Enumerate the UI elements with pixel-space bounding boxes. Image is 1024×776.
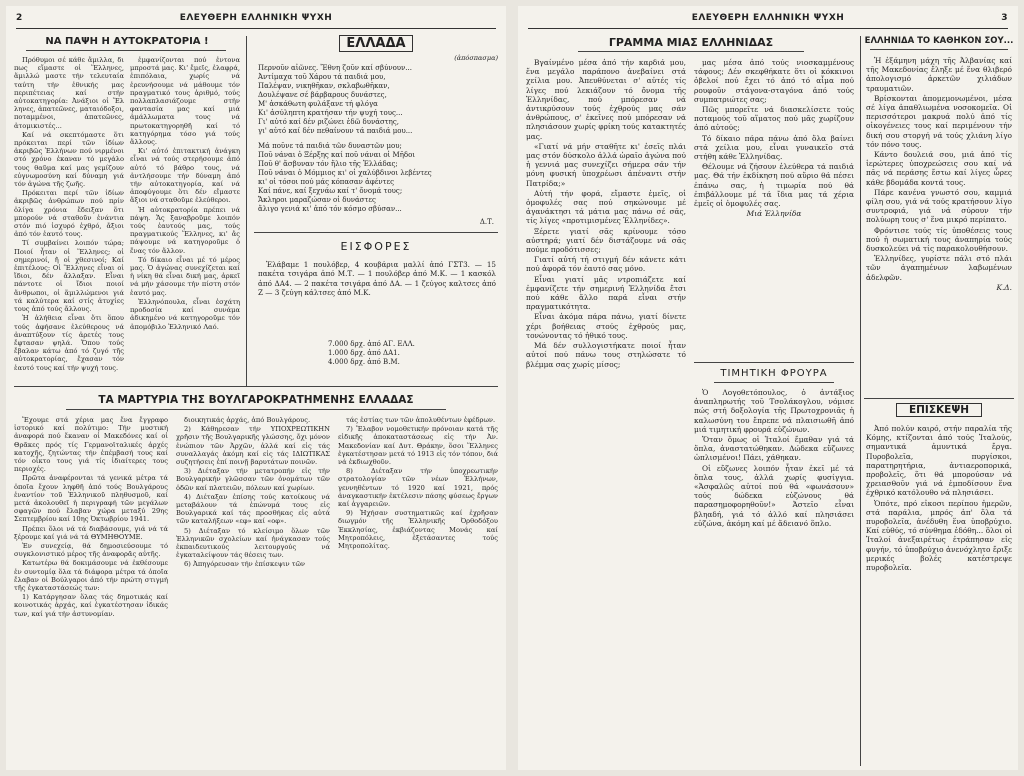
paragraph: Ὁπότε, πρό εἰκοσι περίπου ἡμερῶν, στά παράλια, μπρός ἀπ' ὅλα τά πυροβολεῖα, ἀνέδυθη ἕνα ὑποβρύχιο. Καί εὐθύς, τό σύνθημα ἐδόθη... ὅλοι οἱ Ἰταλοί ἀνεξαιρέτως ἐτράπησαν εἰς φυγήν, τό ὑποβρύχιο ἀνενόχλητο ἔριξε μερικές βολές κατέστρεψε πυροβολεῖα. <box>866 498 1012 573</box>
paragraph: Γιατί αὐτή τή στιγμή δέν κάνετε κάτι πού ἀφορᾶ τόν ἑαυτό σας μόνο. <box>526 255 686 274</box>
eisfores-intro <box>258 260 496 334</box>
poem-line: Δουλέψανε σέ βάρβαρους δυνάστες, <box>258 91 387 99</box>
paragraph: Πῶς μπορεῖτε νά διασκελίσετε τούς ποταμούς τοῦ αἵματος πού μᾶς χωρίζουν ἀπό αὐτούς; <box>694 105 854 133</box>
paragraph: Τό δίκαιο πάρα πάνω ἀπό ὅλα βαίνει στά χείλια μου, εἶναι γυναικεῖο στά στήθη κάθε Ἑλληνίδας. <box>694 133 854 162</box>
poem-note: (ἀπόσπασμα) <box>454 54 498 62</box>
paragraph: Φρόντισε τούς τίς ὑποθέσεις τους πού ἡ σωματική τους ἀναπηρία τούς δυσκολεύει νά τίς παρακολουθήσουν. <box>866 225 1012 254</box>
poem-line: κι' οἱ τόσοι πού μάς κόπασαν ἀφέντες <box>258 178 395 186</box>
amount-line: 7.000 δρχ. ἀπό ΑΓ. ΕΛΛ. <box>328 340 415 348</box>
paragraph: Θέλουμε νά ζήσουν ἐλεύθερα τά παιδιά μας. Θά τήν ἐκδίκηση πού αὔριο θά πέσει ἐπάνω σας, ἡ τιμωρία πού θά ἐπιβάλλουμε μέ τά ἴδια μας τά χέρια ἐμεῖς οἱ ὁμοφυλές σας. <box>694 162 854 209</box>
column-divider <box>246 36 247 386</box>
section-rule <box>14 386 498 387</box>
paragraph: ἐμφανίζονται πού ἐντονα μπροστά μας. Κι' ἔμεῖς, ἐλαφρά, ἐπιπόλαια, χωρίς νά ἐρευνήσουμε νά μάθουμε τόν πραγματικό τους ἀριθμό, τούς πολλαπλασιάζουμε στήν φαντασία μας καί μιά ἀμάλλωματα τους νά πρωτοκατηγορηθῆ καί τό κατηγόρημα τόσο γιά τούς ἄλλους. <box>130 56 240 147</box>
paragraph: Πρόκειται περί τῶν ἰδίων ἀκριβῶς ἀνθρώπων πού πρίν ὀλίγα χρόνια ἔδειξαν ὅτι μπορούν νά σταθοῦν ἐνάντια στόν πιό ἰσχυρό ἐχθρό, ἄξιοι ἀπό τόν ἑαυτό τους. <box>14 189 124 239</box>
amount-line: 4.000 δρχ. ἀπό Β.Μ. <box>328 358 400 366</box>
article-title-martyria: ΤΑ ΜΑΡΤΥΡΙΑ ΤΗΣ ΒΟΥΛΓΑΡΟΚΡΑΤΗΜΕΝΗΣ ΕΛΛΑΔΑΣ <box>98 394 414 406</box>
paragraph: Εἶναι ἀκόμα πάρα πάνω, γιατί δίνετε χέρι βοήθειας στούς ἐχθρούς μας, τονώνοντας τό ἠθικό τους. <box>526 312 686 340</box>
section-rule <box>694 362 854 363</box>
title-rule <box>578 51 804 52</box>
title-rule <box>870 49 1008 50</box>
poem-line: Κι' ἀσύληπτη κρατήσαν τήν ψυχή τους... <box>258 109 403 117</box>
paragraph: Κατωτέρω θά δοκιμάσουμε νά ἐκθέσουμε ἐν συντομίᾳ ὅλα τά διάφορα μέτρα τά ὁποῖα ἔλαβαν οἱ Βούλγαροι ἀπό τήν πρώτη στιγμή τῆς ἐγκαταστάσεώς των: <box>14 559 168 593</box>
paragraph: Εἶναι γιατί μᾶς ντροπιάζετε καί ἐμφανίζετε τήν σημερινή Ἑλληνίδα ἔτσι πού κάθε ἄλλο παρά εἶναι στήν πραγματικότητα. <box>526 274 686 312</box>
gramma-col2 <box>694 58 854 358</box>
poem-line: Μά ποῦνε τά παιδιά τῶν δυναστῶν μου; <box>258 142 402 150</box>
paragraph: Ξέρετε γιατί σᾶς κρίνουμε τόσο αὐστηρά; γιατί δέν διστάζουμε νά σᾶς πούμε προδότισσες; <box>526 226 686 255</box>
paragraph: «Γιατί νά μήν σταθῆτε κι' ἐσεῖς πλάι μας στόν δύσκολο ἀλλά ὡραῖο ἀγώνα πού ἡ γεννιά μας συνεχίζει σήμερα σάν τήν μόνη φυσική ὑποχρέωσι ἀπέναντι στήν Πατρίδα;» <box>526 141 686 188</box>
poem-line: Ποῦ θ' ἄσβυναν τόν ἥλιο τῆς Ἑλλάδας; <box>258 160 398 168</box>
paragraph: Καί νά σκεπτόμαστε ὅτι πρόκειται περί τῶν ἰδίων ἀκριβῶς Ἑλλήνων πού νιρμένοι στό χρόνο ἐκαναν τό μεγάλο τους θαῦμα καί μας γεμίζουν εὐγνωμοσύνη καί δύναμη γιά τόν ἀγώνα τῆς ζωῆς. <box>14 130 124 189</box>
paragraph: Ἡ ἀλήθεια εἶναι ὅτι ὅπου τούς ἀφήσανε ἐλεύθερους νά ἀναπτύξουν τίς ἀρετές τους ἔφτασαν ψηλά. Ὅπου τούς ἔβαλαν κάτω ἀπό τό ζυγό τῆς αὐτοκρατορίας, ἔχασαν τόν ἑαυτό τους καί τήν ψυχή τους. <box>14 314 124 372</box>
title-rule <box>714 382 834 383</box>
paragraph: Ἔχουμε στά χέρια μας ἕνα ἔγγραφο ἱστορικό καί πολύτιμο: Τήν μυστική ἀναφορά πού ἔκαναν οἱ Μακεδόνες καί οἱ Θρᾶκες πρός τίς Γερμανοϊταλικές ἀρχές κατοχῆς, ζητώντας τήν ἐπέμβασή τους καί τόν οἶκτο τους γιά τίς ἰδιαίτερες τους περιοχές. <box>14 416 168 474</box>
article1-col2 <box>130 56 240 386</box>
poem-line: Ἀντίμαχα τοῦ Χάρου τά παιδιά μου, <box>258 73 386 81</box>
paragraph: Αὐτή τήν φορά, εἴμαστε ἐμεῖς, οἱ ὁμοφυλές σας πού σηκώνουμε μέ ἀγανάκτησι τά μάτια μας πάνω σέ σᾶς, τίς λίγες «προτιμισμένες Ἑλληνίδες». <box>526 188 686 226</box>
paragraph: Ἐν συνεχείᾳ, θά δημοσιεύσουμε τό συγκλονιστικό μέρος τῆς ἀναφορᾶς αὐτῆς. <box>14 542 168 559</box>
left-page <box>6 6 506 770</box>
poem-line: ἄλιγο γενιά κι' ἀπό τόν κόσμο σβύσαν... <box>258 205 402 213</box>
paragraph: Βρίσκονται ἀπομεμονωμένοι, μέσα σέ λίγα ἀπαθλιωμένα νοσοκομεῖα. Οἱ περισσότεροι μακρυά πολύ ἀπό τίς οἰκογένειες τους καί περιμένουν τήν δική σου στοργή νά τούς χλιάνη λίγο τόν πόνο τους. <box>866 93 1012 149</box>
paragraph: Τό δίκαιο εἶναι μέ τό μέρος μας. Ὁ ἀγώνας συνεχίζεται καί ἡ νίκη θά εἶναι δική μας, ἀρκεῖ νά μήν χάσουμε τήν πίστη στόν ἑαυτό μας. <box>130 255 240 297</box>
poem-line: Καί πάνε, καί ξεχνάω καί τ' ὄνομά τους; <box>258 187 403 195</box>
paragraph: 6) Ἀπηγόρευσαν τήν ἐπίσκεψιν τῶν <box>184 560 305 569</box>
paragraph: τάς ἑστίας των τῶν ἀπολυθέντων ἐφέδρων. <box>346 416 496 424</box>
poem-stanza-1 <box>258 64 498 136</box>
timitiki-col <box>694 388 854 766</box>
column-divider <box>860 36 861 766</box>
episkepsi-col <box>866 424 1012 766</box>
section-rule <box>254 232 498 233</box>
paragraph: Μά δέν συλλογιστήκατε ποιοί ἦταν αὐτοί πού πάνω τους στηλώσατε τό βλέμμα σας χωρίς μίσος; <box>526 341 686 369</box>
article-title-kathikon: ΕΛΛΗΝΙΔΑ ΤΟ ΚΑΘΗΚΟΝ ΣΟΥ... <box>864 36 1014 46</box>
paragraph: Κι' αὐτό ἐπιτακτική ἀνάγκη εἶναι νά τούς στερήσουμε ἀπό αὐτό τό βάθρο τους, νά ἀντλήσουμε τήν δύναμη ἀπό τήν αὐτοκατηγορία, καί νά ἀποφύγουμε ὅτι δέν εἴμαστε ἄξιοι νά σταθοῦμε ἐλεύθεροι. <box>130 147 240 205</box>
paragraph: Ἑλληνίδες, γυρίστε πάλι στό πλάι τῶν ἀγαπημένων λαβωμένων ἀδελφῶν. <box>866 254 1012 282</box>
article-title-autokratoria: ΝΑ ΠΑΨΗ Η ΑΥΤΟΚΡΑΤΟΡΙΑ ! <box>45 36 209 47</box>
paragraph: Ὅταν ὅμως οἱ Ἰταλοί ἔμαθαν γιά τά ὅπλα, ἀναστατώθηκαν. Δώδεκα εὔζωνες ὡπλισμένοι! Πάει, χάθηκαν. <box>694 435 854 463</box>
poem-stanza-2 <box>258 142 498 214</box>
paragraph: 5) Διέταξαν τό κλείσιμο ὅλων τῶν Ἑλληνικῶν σχολείων καί ἠνάγκασαν τούς ἐκπαιδευτικούς λειτουργούς νά ἐγκαταλείψουν τάς θέσεις των. <box>176 526 330 560</box>
poem-line: Περνοῦν αἰῶνες. Ἔθνη ζοῦν καί σβύνουν... <box>258 64 412 72</box>
poem-line: γι' αὐτό καί δέν πεθαίνουν τά παιδιά μου... <box>258 127 413 135</box>
page-header <box>528 12 1008 29</box>
paragraph: 9) Ἠχήσαν συστηματικῶς καί ἐχρῆσαν διωγμόν τῆς Ἑλληνικῆς Ὀρθοδόξου Ἐκκλησίας, ἐκβιάζοντας Μονάς καί Μητροπόλεις, ἐξετάσαντες τούς Μητροπολίτας. <box>338 509 498 551</box>
poem-line: Ποῦ νάναι ὁ Ξέρξης καί ποῦ νάναι οἱ Μῆδοι <box>258 151 416 159</box>
paragraph: 2) Κάθηρεσαν τήν ΥΠΟΧΡΕΩΤΙΚΗΝ χρῆσιν τῆς Βουλγαρικῆς γλώσσης, ὄχι μόνον ἐνώπιον τῶν Ἀρχῶν, ἀλλά καί εἰς τάς συναλλαγάς ἀκόμη καί εἰς τάς ΙΔΙΩΤΙΚΑΣ συζητήσεις ἐπί ποινῇ βαρυτάτων ποινῶν. <box>176 425 330 467</box>
paragraph: 1) Κατάργησαν ὅλας τάς δημοτικάς καί κοινοτικάς ἀρχάς, καί ἐγκατέστησαν ἰδικάς των, καί γιά τήν ἀστυνομίαν. <box>14 593 168 618</box>
right-page <box>518 6 1018 770</box>
paragraph: Ἡ ἐξάμηνη μάχη τῆς Ἀλβανίας καί τῆς Μακεδονίας ἔληξε μέ ἕνα θλιβερό ἀπολογισμό ἀρκετῶν χιλιάδων τραυματιῶν. <box>866 56 1012 93</box>
paragraph: Ὁ Λογοθετόπουλος, ὁ ἀντάξιος ἀναπληρωτής τοῦ Τσολάκογλου, νόμισε πώς στή δοξολογία τῆς Πρωτοχρονιᾶς ἡ καλωσύνη του ἔπρεπε νά πλαισιωθῆ ἀπό μιά τιμητική φρουρά εὐζώνων. <box>694 388 854 434</box>
paragraph: Πρέπει ὅλοι νά τά διαβάσουμε, γιά νά τά ξέρουμε καί γιά νά τά ΘΥΜΗΘΟΥΜΕ. <box>14 524 168 541</box>
paragraph: Πρῶτα ἀναφέρονται τά γενικά μέτρα τά ὁποῖα ἔχουν ληφθῆ ἀπό τούς Βουλγάρους ἐναντίον τοῦ Ἑλληνικοῦ πληθυσμοῦ, καί μετά ἀκολουθεῖ ἡ περιγραφή τῶν μεγάλων σφαγῶν πού ἔλαβαν χώρα μεταξύ 29ης Σεπτεμβρίου καί 10ης Ὀκτωβρίου 1941. <box>14 474 168 524</box>
eisfores-amounts <box>328 340 488 367</box>
page-number: 2 <box>16 13 23 23</box>
paragraph: Πάρε κανένα γνωστό σου, καμμιά φίλη σου, γιά νά τούς κρατήσουν λίγο συντροφιά, γιά νά σύρουν τήν πολύωρη τους σ' ἕνα μικρό περίπατο. <box>866 187 1012 225</box>
paragraph: Κάντο δουλειά σου, μιά ἀπό τίς ἱερώτερες ὑποχρεώσεις σου καί νά πᾶς νά περάσης ἔστω καί λίγες ὧρες κάθε βδομάδα κοντά τους. <box>866 150 1012 187</box>
poem-title <box>254 36 498 51</box>
article-title-episkepsi <box>864 404 1014 416</box>
paragraph: Βγαίνμένο μέσα ἀπό τήν καρδιά μου, ἕνα μεγάλο παράπονο ἀνεβαίνει στά χείλια μου. Ἀπευθύνεται σ' αὐτές τίς λίγες πού λεκιάζουν τό ὄνομα τῆς Ἑλληνίδας, πού μπόρεσαν νά ἀντικρύσουν τούς ἐχθρούς μας σάν ἀνθρώπους, σ' ἐκεῖνες πού μπόρεσαν νά πλησιάσουν χωρίς φρίκη τούς κατακτητές μας. <box>526 58 686 141</box>
article2-col1 <box>14 416 168 766</box>
signature: Κ.Δ. <box>996 282 1012 292</box>
title-rule <box>66 409 446 410</box>
paragraph: 7) Ἔλαβον νομοθετικήν πρόνοιαν κατά τῆς εἰδικῆς ἀποκαταστάσεως εἰς τήν Ἀν. Μακεδονίαν καί Δυτ. Θράκην, ὅσοι Ἕλληνες ἐγκατέστησαν μετά τό 1913 εἰς τόν τόπον, διά νά ἐκδιωχθοῦν. <box>338 425 498 467</box>
amount-line: 1.000 δρχ. ἀπό ΔΑ1. <box>328 349 400 357</box>
poem-line: Γι' αὐτό καί δέν ριζώνει ἐδῶ δυνάστης, <box>258 118 399 126</box>
article-title-gramma: ΓΡΑΜΜΑ ΜΙΑΣ ΕΛΛΗΝΙΔΑΣ <box>608 36 774 49</box>
paragraph: 3) Διέταξαν τήν μετατροπήν εἰς τήν Βουλγαρικήν γλῶσσαν τῶν ὀνομάτων τῶν ὁδῶν καί πλατειῶν, πόλεων καί χωρίων. <box>176 467 330 492</box>
section-rule <box>864 398 1014 399</box>
paragraph: Οἱ εὔζωνες λοιπόν ἦταν ἐκεῖ μέ τά ὅπλα τους, ἀλλά χωρίς φυσίγγια. «Ἀσφαλῶς αὐτοί πού θά «φωνάσουν» τούς δώδεκα εὐζώνους θά παρασημοφορηθοῦν!» Ἀστεῖο εἶναι βληαδή, γιά τό ἀλλό καί πλησιάσει εὐζώνα, ἀκόμη καί μέ ἄδειανό ὅπλο. <box>694 463 854 528</box>
masthead-title: ΕΛΕΥΘΕΡΗ ΕΛΛΗΝΙΚΗ ΨΥΧΗ <box>179 13 333 23</box>
page-header <box>16 12 496 29</box>
paragraph: 8) Διέταξαν τήν ὑποχρεωτικήν στρατολογίαν τῶν νέων Ἑλλήνων, γεννηθέντων τό 1920 καί 1921, πρός ἀναγκαστικήν ἐκτέλεσιν πάσης φύσεως ἔργων καί ἀγγαρειῶν. <box>338 467 498 509</box>
episkepsi-title-text: ΕΠΙΣΚΕΨΗ <box>896 403 982 417</box>
article-title-timitiki: ΤΙΜΗΤΙΚΗ ΦΡΟΥΡΑ <box>720 368 828 379</box>
page-number: 3 <box>1001 13 1008 23</box>
article2-col2 <box>176 416 330 766</box>
paragraph: Τί συμβαίνει λοιπόν τώρα; Ποιοί ἦταν οἱ Ἕλληνες; οἱ σημερινοί, ἤ οἱ χθεσινοί; Καί ἐπιτέλους: Οἱ Ἕλληνες εἶναι οἱ ἴδιοι, δέν ἄλλαξαν. Εἶναι πάντοτε οἱ ἴδιοι ποιοί ἄνθρωποι, οἱ ἅμιλλώμενοι γιά τά καλύτερα καί στίς ἀτυχίες τους ἀπό τούς ἄλλους. <box>14 239 124 314</box>
title-rule <box>26 50 226 51</box>
paragraph: Ἐλάβαμε 1 πουλόβερ, 4 κουβάρια μαλλί ἀπό ΓΣΤ3. — 15 πακέτα τσιγάρα ἀπό Μ.Τ. — 1 πουλόβερ ἀπό Μ.Κ. — 1 κασκόλ ἀπό ΔΑ4. — 2 πακέτα τσιγάρα ἀπό ΔΑ. — 1 ζεύγος καλτσες ἀπό Ζ — 3 ζεύγη κάλτσες ἀπό Μ.Κ. <box>258 260 496 298</box>
eisfores-title: ΕΙΣΦΟΡΕΣ <box>340 240 412 253</box>
paragraph: 4) Διέταξαν ἐπίσης τούς κατοίκους νά μεταβάλουν τά ἐπώνυμά τους εἰς Βουλγαρικά καί τάς προσθήκας εἰς αὐτά τῶν καταλήξεων «εφ» καί «οφ». <box>176 492 330 526</box>
paragraph: Ἀπό πολύν καιρό, στήν παραλία τῆς Κόμης, κτίζονται ἀπό τούς Ἰταλούς, σημαντικά ἀμυντικά ἔργα. Πυροβολεῖα, πυργίσκοι, παρατηρητήρια, ἀντιαεροπορικά, προβολεῖς, ὅτι θά μπορούσαν νά χρειασθοῦν γιά νά ἐμποδίσουν ἕνα ἐχθρικό κατόλουθο νά πλησιάσει. <box>866 424 1012 498</box>
poem-line: Μ' ἀσκάθωτη φυλάξανε τή φλόγα <box>258 100 378 108</box>
paragraph: μας μέσα ἀπό τούς νιοσκαμμένους τάφους; Δέν σκεφθήκατε ὅτι οἱ κόκκινοι ὀβελοί πού ἔχει τό ἀπό τό αἷμα πού ρουφοῦν στάγονα-σταγόνα ἀπό τούς συμπατριώτες σας; <box>694 58 854 104</box>
poem-line: Ποῦ νάναι ὁ Μόμμιος κι' οἱ χαλύβδινοι λεβέντες <box>258 169 432 177</box>
poem-title-text: ΕΛΛΑΔΑ <box>339 35 412 52</box>
article2-col3 <box>338 416 498 766</box>
gramma-col1 <box>526 58 686 766</box>
poem-signature: Δ.Τ. <box>479 218 494 226</box>
article1-col1 <box>14 56 124 386</box>
paragraph: Ἑλληνόπουλα, εἶναι ἐσχάτη προδοσία καί συνάμα ἀδικημένο νά κατηγοροῦμε τόν ἀπομόβιλο Ἑλληνικό Λαό. <box>130 297 240 331</box>
masthead-title: ΕΛΕΥΘΕΡΗ ΕΛΛΗΝΙΚΗ ΨΥΧΗ <box>691 13 845 23</box>
paragraph: Πρόθυμοι σέ κάθε ἅμιλλα, δι πως εἴμαστε οἱ Ἕλληνες, ἅμιλλώ μαστε τήν τελευταία ταύτη τήν ἐθνικής μας περιπέτειας καί στήν αὐτοκατηγορία: Ἀνάξιοι οἱ Ἕλ ληνες, ἀπατεῶνες, ματαιόδοξοι, ποταμμένοι, ἀπατεῶνες, ἀτομικιστές... <box>14 56 124 130</box>
paragraph: διοικητικάς ἀρχάς, ἀπό Βουλγάρους. <box>184 416 311 424</box>
signature: Μιά Ἑλληνίδα <box>746 209 802 219</box>
kathikon-col <box>866 56 1012 396</box>
poem-line: Παλέψαν, νικηθῆκαν, σκλαβωθῆκαν, <box>258 82 390 90</box>
poem-line: Ἄκληροι μαραζώσαν οἱ δυνάστες <box>258 196 376 204</box>
paragraph: Ἡ αὐτοκρατορία πρέπει νά πάψη. Ἄς ξαναβροῦμε λοιπόν τούς ἑαυτούς μας, τούς πραγματικούς Ἕλληνες, κι' ἄς πάψουμε νά κατηγοροῦμε ὁ ἕνας τόν ἄλλον. <box>130 205 240 255</box>
